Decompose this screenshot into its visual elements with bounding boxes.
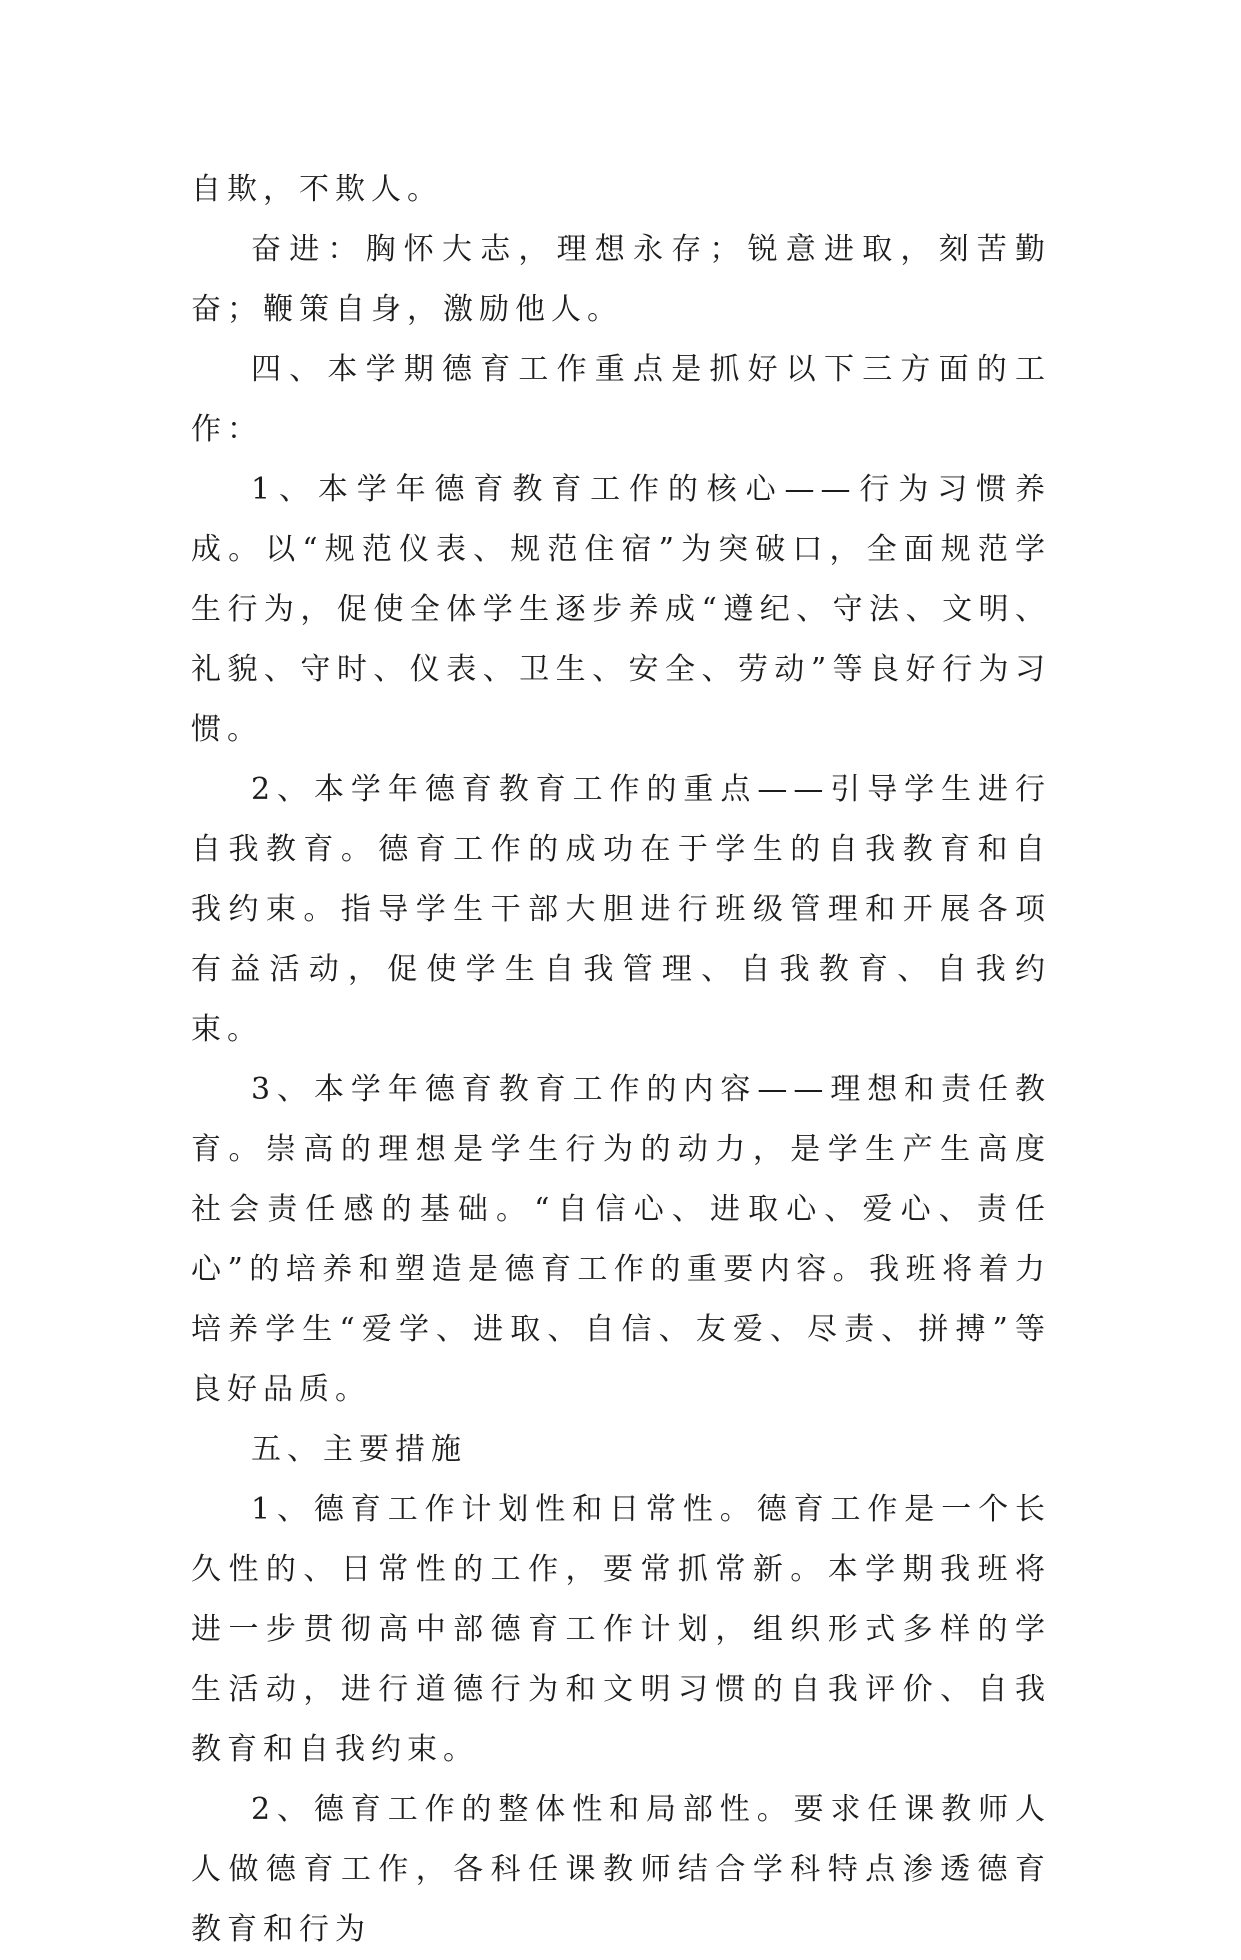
- paragraph-5-2: 2、德育工作的整体性和局部性。要求任课教师人人做德育工作，各科任课教师结合学科特点渗透德育教育和行为: [191, 1792, 1051, 1947]
- paragraph-continuation: 自欺，不欺人。: [191, 172, 443, 207]
- paragraph-fenjin: 奋进：胸怀大志，理想永存；锐意进取，刻苦勤奋；鞭策自身，激励他人。: [191, 232, 1051, 327]
- paragraph-4-3: 3、本学年德育教育工作的内容——理想和责任教育。崇高的理想是学生行为的动力，是学生产生高度社会责任感的基础。“自信心、进取心、爱心、责任心”的培养和塑造是德育工作的重要内容。我班将着力培养学生“爱学、进取、自信、友爱、尽责、拼搏”等良好品质。: [191, 1072, 1051, 1407]
- paragraph-5-1: 1、德育工作计划性和日常性。德育工作是一个长久性的、日常性的工作，要常抓常新。本学期我班将进一步贯彻高中部德育工作计划，组织形式多样的学生活动，进行道德行为和文明习惯的自我评价、自我教育和自我约束。: [191, 1492, 1051, 1767]
- document-body: [191, 160, 1051, 1960]
- paragraph-4-1: 1、本学年德育教育工作的核心——行为习惯养成。以“规范仪表、规范住宿”为突破口，全面规范学生行为，促使全体学生逐步养成“遵纪、守法、文明、礼貌、守时、仪表、卫生、安全、劳动”等良好行为习惯。: [191, 472, 1051, 747]
- section-heading-5: 五、主要措施: [251, 1432, 467, 1467]
- paragraph-4-2: 2、本学年德育教育工作的重点——引导学生进行自我教育。德育工作的成功在于学生的自我教育和自我约束。指导学生干部大胆进行班级管理和开展各项有益活动，促使学生自我管理、自我教育、自我约束。: [191, 772, 1051, 1047]
- section-heading-4: 四、本学期德育工作重点是抓好以下三方面的工作：: [191, 352, 1051, 447]
